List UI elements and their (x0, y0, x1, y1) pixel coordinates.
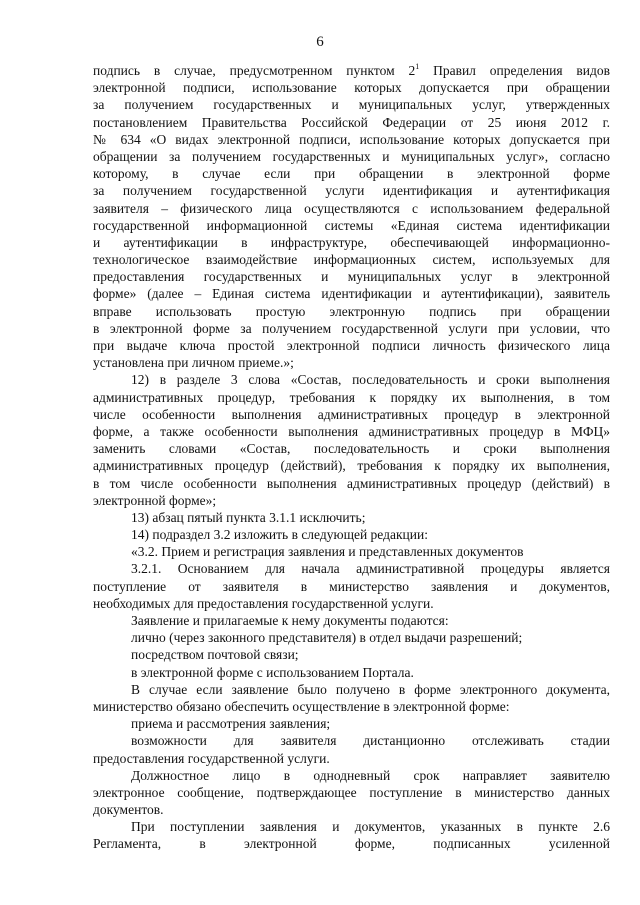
text-line-content: подпись в случае, предусмотренном пунктом 2 (93, 63, 416, 78)
text-line-content: электронной форме»; (93, 492, 217, 508)
text-line-content: форме» (далее – Единая система идентификации и аутентификации), заявитель (93, 286, 610, 302)
text-line (93, 509, 610, 526)
text-line-content: заменить словами «Состав, последовательность и сроки выполнения (93, 441, 610, 457)
text-line (93, 681, 610, 698)
text-line (93, 835, 610, 852)
text-line-content: «3.2. Прием и регистрация заявления и представленных документов (131, 544, 524, 560)
text-line-content: 12) в разделе 3 слова «Состав, последовательность и сроки выполнения (131, 372, 610, 388)
text-line-content: электронное сообщение, подтверждающее поступление в министерство данных (93, 784, 610, 800)
text-line (93, 285, 610, 302)
text-line (93, 457, 610, 474)
text-line (93, 801, 610, 818)
text-line (93, 371, 610, 388)
text-line (93, 114, 610, 131)
text-line-content: числе особенности выполнения административных процедур в электронной (93, 406, 610, 422)
text-line-content: форме, а также особенности выполнения административных процедур в МФЦ» (93, 423, 610, 439)
text-line (93, 182, 610, 199)
text-line (93, 131, 610, 148)
document-body (93, 62, 610, 853)
text-line-content: министерство обязано обеспечить осуществление в электронной форме: (93, 698, 510, 714)
text-line-content: посредством почтовой связи; (131, 647, 299, 663)
text-line (93, 560, 610, 577)
text-line-content: 3.2.1. Основанием для начала административной процедуры является (131, 561, 610, 577)
text-line-content: предоставления государственной услуги. (93, 750, 330, 766)
text-line (93, 440, 610, 457)
text-line (93, 251, 610, 268)
text-line-content: постановлением Правительства Российской Федерации от 25 июня 2012 г. (93, 114, 610, 130)
text-line-content-continued: Правил определения видов (419, 63, 610, 78)
text-line (93, 578, 610, 595)
text-line (93, 698, 610, 715)
text-line (93, 406, 610, 423)
text-line-content: административных процедур (действий), требования к порядку их выполнения, (93, 458, 610, 474)
text-line (93, 629, 610, 646)
text-line-content: которому, в случае если при обращении в электронной форме (93, 166, 610, 182)
page-number: 6 (316, 34, 324, 50)
text-line (93, 732, 610, 749)
text-line-content: В случае если заявление было получено в форме электронного документа, (131, 681, 610, 697)
text-line (93, 664, 610, 681)
text-line (93, 595, 610, 612)
text-line (93, 62, 610, 79)
text-line (93, 165, 610, 182)
text-line-content: заявителя – физического лица осуществляются с использованием федеральной (93, 200, 610, 216)
text-line (93, 303, 610, 320)
text-line-content: При поступлении заявления и документов, указанных в пункте 2.6 (131, 819, 610, 835)
footnote-superscript: 1 (415, 62, 420, 71)
text-line-content: административных процедур, требования к порядку их выполнения, в том (93, 389, 610, 405)
text-line (93, 148, 610, 165)
text-line (93, 268, 610, 285)
text-line-content: обращении за получением государственных и муниципальных услуг», согласно (93, 148, 610, 164)
text-line-content: за получением государственной услуги идентификация и аутентификация (93, 183, 610, 199)
text-line-content: за получением государственных и муниципальных услуг, утвержденных (93, 97, 610, 113)
text-line (93, 234, 610, 251)
text-line-content: в электронной форме за получением государственной услуги при условии, что (93, 320, 610, 336)
text-line-content: установлена при личном приеме.»; (93, 355, 294, 371)
text-line (93, 475, 610, 492)
text-line-content: 13) абзац пятый пункта 3.1.1 исключить; (131, 509, 366, 525)
text-line-content: № 634 «О видах электронной подписи, использование которых допускается при (93, 131, 610, 147)
text-line-content: в электронной форме с использованием Портала. (131, 664, 414, 680)
text-line (93, 337, 610, 354)
text-line (93, 354, 610, 371)
text-line-content: Заявление и прилагаемые к нему документы подаются: (131, 613, 449, 628)
text-line-content: 14) подраздел 3.2 изложить в следующей редакции: (131, 527, 428, 543)
text-line-content: технологическое взаимодействие информационных систем, используемых для (93, 252, 610, 268)
text-line-content: государственной информационной системы «Единая система идентификации (93, 217, 610, 233)
text-line (93, 79, 610, 96)
text-line-content: предоставления государственных и муниципальных услуг в электронной (93, 269, 610, 285)
text-line (93, 646, 610, 663)
text-line-content: в том числе особенности выполнения административных процедур (действий) в (93, 475, 610, 491)
text-line-content: Регламента, в электронной форме, подписанных усиленной (93, 836, 610, 852)
text-line (93, 217, 610, 234)
text-line (93, 612, 610, 629)
text-line (93, 715, 610, 732)
text-line (93, 784, 610, 801)
text-line (93, 200, 610, 217)
text-line (93, 389, 610, 406)
text-line-content: возможности для заявителя дистанционно отслеживать стадии (131, 733, 610, 749)
text-line (93, 767, 610, 784)
text-line (93, 818, 610, 835)
text-line-content: поступление от заявителя в министерство заявления и документов, (93, 578, 610, 594)
text-line-content: Должностное лицо в однодневный срок направляет заявителю (131, 767, 610, 783)
text-line-content: при выдаче ключа простой электронной подписи личность физического лица (93, 338, 610, 353)
text-line-content: вправе использовать простую электронную подпись при обращении (93, 303, 610, 319)
text-line (93, 96, 610, 113)
text-line-content: электронной подписи, использование которых допускается при обращении (93, 80, 610, 96)
text-line (93, 750, 610, 767)
text-line (93, 320, 610, 337)
text-line (93, 423, 610, 440)
text-line (93, 492, 610, 509)
text-line-content: документов. (93, 802, 164, 818)
text-line (93, 543, 610, 560)
text-line-content: необходимых для предоставления государственной услуги. (93, 595, 434, 611)
text-line-content: лично (через законного представителя) в отдел выдачи разрешений; (131, 630, 523, 646)
text-line-content: и аутентификации в инфраструктуре, обеспечивающей информационно- (93, 234, 610, 250)
text-line (93, 526, 610, 543)
text-line-content: приема и рассмотрения заявления; (131, 716, 331, 732)
